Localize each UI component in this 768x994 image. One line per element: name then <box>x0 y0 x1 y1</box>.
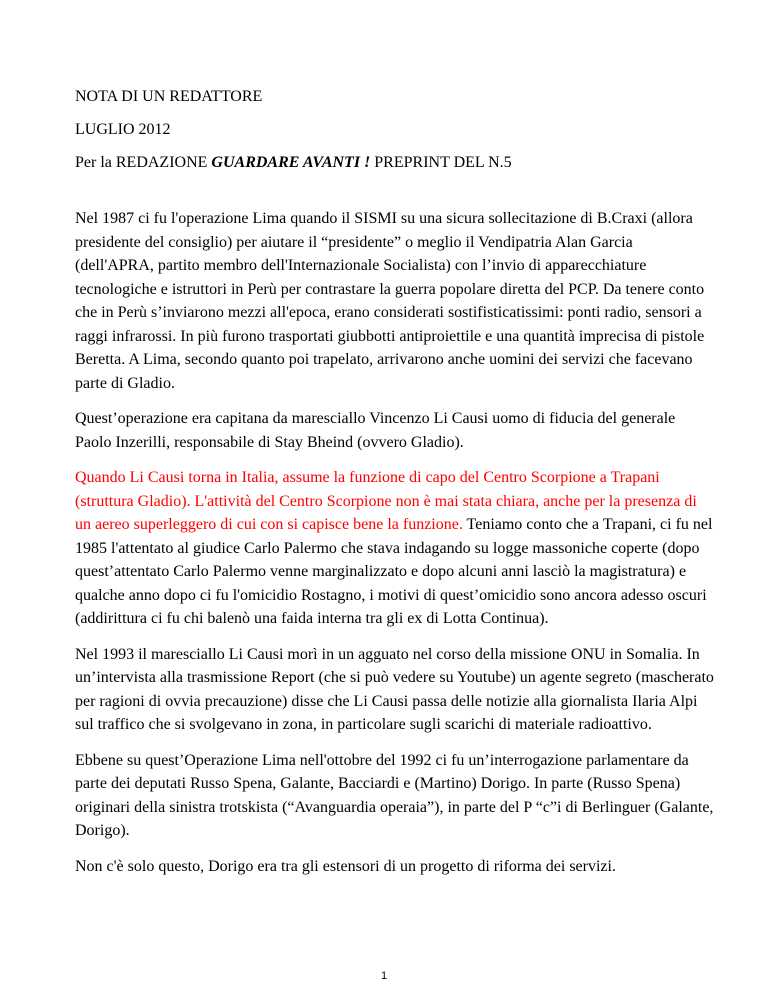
header-date-text: LUGLIO 2012 <box>75 121 171 138</box>
paragraph-li-causi: Quest’operazione era capitana da maresciallo Vincenzo Li Causi uomo di fiducia del generale Paolo Inzerilli, responsabile di Stay Bheind (ovvero Gladio). <box>75 410 676 451</box>
header-date <box>75 118 715 142</box>
paragraph-centro-scorpione <box>75 466 715 631</box>
paragraph-operazione-lima: Nel 1987 ci fu l'operazione Lima quando il SISMI su una sicura sollecitazione di B.Craxi (allora presidente del consiglio) per aiutare il “presidente” o meglio il Vendipatria Alan Garcia (dell'APRA, partito membro dell'Internazionale Socialista) con l’invio di apparecchiature tecnologiche e istruttori in Perù per contrastare la guerra popolare diretta del PCP. Da tenere conto che in Perù s’inviarono mezzi all'epoca, erano considerati sostifisticatissimi: ponti radio, sensori a raggi infrarossi. In più furono trasportati giubbotti antiproiettile e una quantità imprecisa di pistole Beretta. A Lima, secondo quanto poi trapelato, arrivarono anche uomini dei servizi che facevano parte di Gladio. <box>75 210 705 392</box>
header-title <box>75 85 715 109</box>
header-redazione-prefix: Per la REDAZIONE <box>75 154 212 171</box>
paragraph-somalia: Nel 1993 il maresciallo Li Causi morì in un agguato nel corso della missione ONU in Somalia. In un’intervista alla trasmissione Report (che si può vedere su Youtube) un agente segreto (mascherato per ragioni di ovvia precauzione) disse che Li Causi passa delle notizie alla giornalista Ilaria Alpi sul traffico che si svolgevano in zona, in particolare sugli scarichi di materiale radioattivo. <box>75 645 714 733</box>
header-redazione-suffix: PREPRINT DEL N.5 <box>370 154 512 171</box>
highlighted-text: Quando Li Causi torna in Italia, assume la funzione di capo del Centro Scorpione a Trapani (struttura Gladio). L'attività del Centro Scorpione non è mai stata chiara, anche per la presenza di un aereo superleggero di cui con si capisce bene la funzione. <box>75 469 697 533</box>
document-body <box>75 207 715 890</box>
paragraph-dorigo: Non c'è solo questo, Dorigo era tra gli estensori di un progetto di riforma dei servizi. <box>75 857 616 875</box>
paragraph-continuation: Teniamo conto che a Trapani, ci fu nel 1985 l'attentato al giudice Carlo Palermo che stava indagando su logge massoniche coperte (dopo quest’attentato Carlo Palermo venne marginalizzato e dopo alcuni anni lasciò la magistratura) e qualche anno dopo ci fu l'omicidio Rostagno, i motivi di quest’omicidio sono ancora adesso oscuri (addirittura ci fu chi balenò una faida interna tra gli ex di Lotta Continua). <box>75 516 713 627</box>
header-redazione-emphasis: GUARDARE AVANTI ! <box>211 154 371 171</box>
page-number: 1 <box>380 970 388 982</box>
paragraph-interrogazione: Ebbene su quest’Operazione Lima nell'ottobre del 1992 ci fu un’interrogazione parlamentare da parte dei deputati Russo Spena, Galante, Bacciardi e (Martino) Dorigo. In parte (Russo Spena) originari della sinistra trotskista (“Avanguardia operaia”), in parte del P “c”i di Berlinguer (Galante, Dorigo). <box>75 751 714 839</box>
header-redazione <box>75 151 715 175</box>
header-title-text: NOTA DI UN REDATTORE <box>75 88 263 105</box>
